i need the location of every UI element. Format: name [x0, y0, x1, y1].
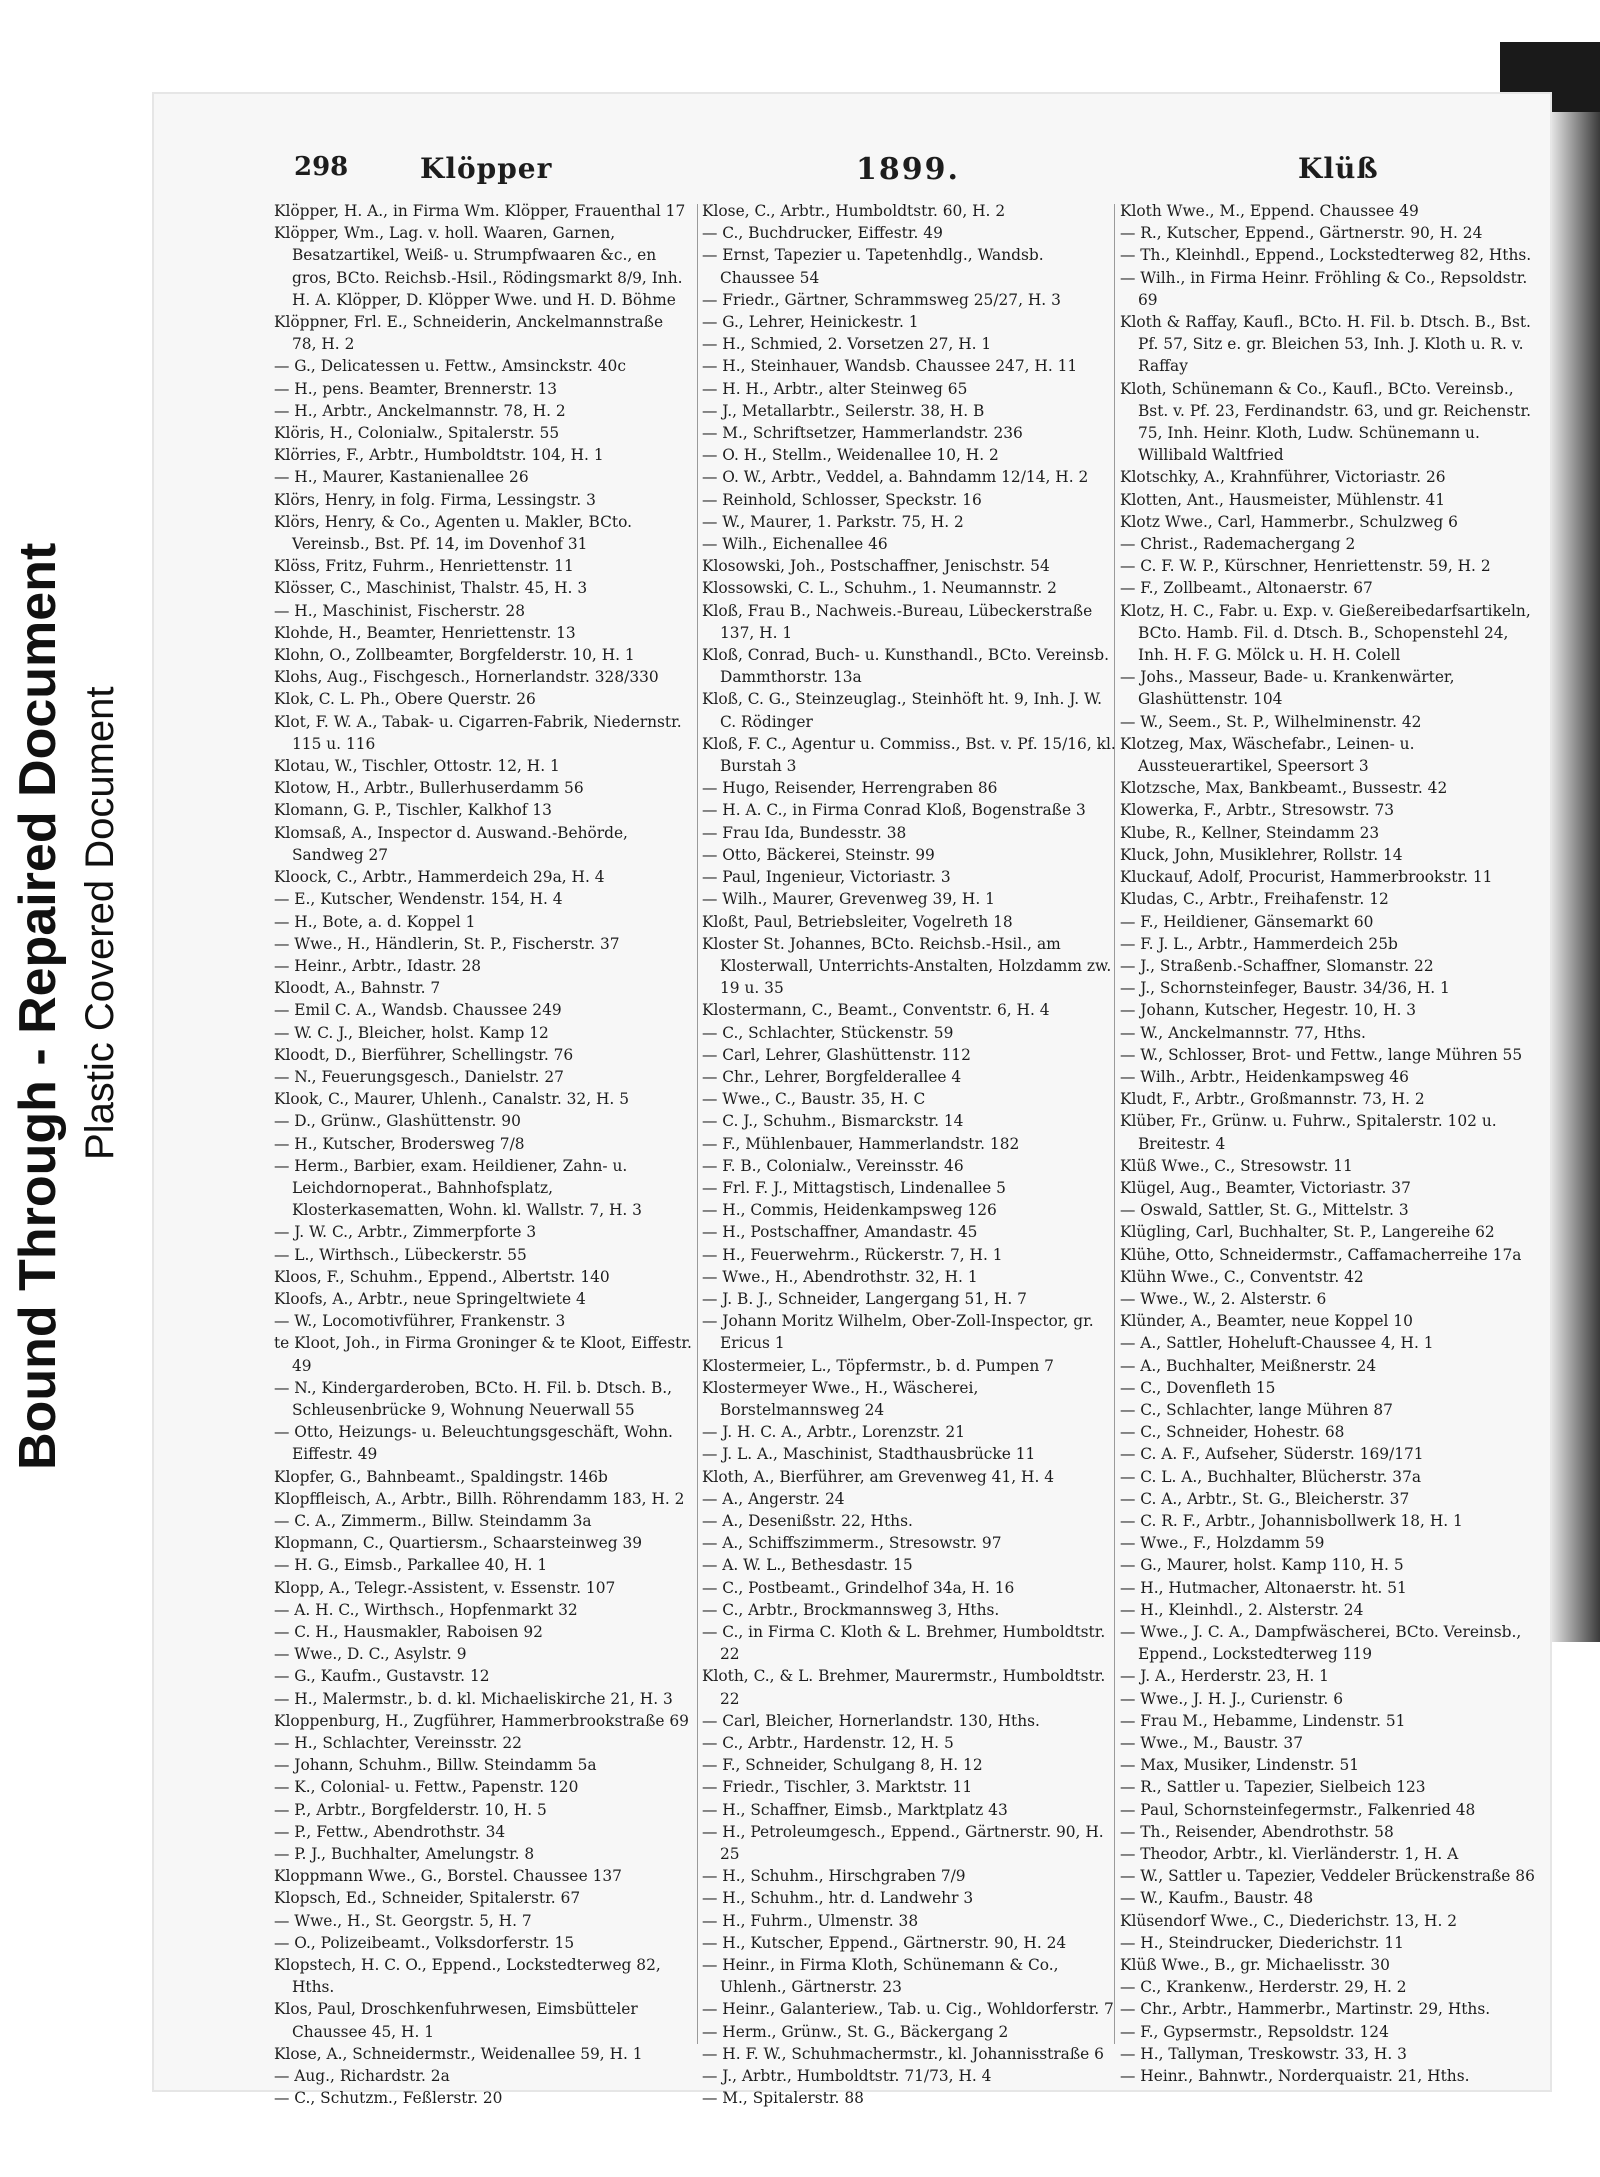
directory-entry: — Th., Reisender, Abendrothstr. 58 [1120, 1822, 1394, 1841]
directory-entry: — Theodor, Arbtr., kl. Vierländerstr. 1, H. A [1120, 1845, 1459, 1864]
directory-entry: — F., Mühlenbauer, Hammerlandstr. 182 [702, 1134, 1020, 1153]
directory-entry: — H., Postschaffner, Amandastr. 45 [702, 1223, 978, 1242]
directory-entry: — H., Feuerwehrm., Rückerstr. 7, H. 1 [702, 1245, 1003, 1264]
directory-entry: Klörries, F., Arbtr., Humboldtstr. 104, H. 1 [274, 446, 604, 465]
directory-entry: — E., Kutscher, Wendenstr. 154, H. 4 [274, 890, 563, 909]
directory-entry: — Wilh., Eichenallee 46 [702, 535, 888, 554]
directory-entry: Klösser, C., Maschinist, Thalstr. 45, H. 3 [274, 579, 588, 598]
directory-entry: — C., Krankenw., Herderstr. 29, H. 2 [1120, 1978, 1407, 1997]
directory-entry: Klöris, H., Colonialw., Spitalerstr. 55 [274, 424, 560, 443]
directory-entry: — C. R. F., Arbtr., Johannisbollwerk 18, H. 1 [1120, 1511, 1463, 1530]
directory-entry: Klopsch, Ed., Schneider, Spitalerstr. 67 [274, 1889, 581, 1908]
directory-entry: — Otto, Bäckerei, Steinstr. 99 [702, 845, 935, 864]
directory-entry: — Heinr., Bahnwtr., Norderquaistr. 21, Hths. [1120, 2067, 1470, 2086]
directory-entry: Klöppner, Frl. E., Schneiderin, Anckelmannstraße 78, H. 2 [274, 313, 664, 354]
directory-entry: — Carl, Bleicher, Hornerlandstr. 130, Hths. [702, 1711, 1040, 1730]
directory-entry: — C., Arbtr., Hardenstr. 12, H. 5 [702, 1734, 954, 1753]
directory-entry: — Paul, Ingenieur, Victoriastr. 3 [702, 868, 951, 887]
directory-entry: Klühe, Otto, Schneidermstr., Caffamacherreihe 17a [1120, 1245, 1522, 1264]
directory-entry: — H., Schmied, 2. Vorsetzen 27, H. 1 [702, 335, 992, 354]
directory-entry: — C. F. W. P., Kürschner, Henriettenstr. 59, H. 2 [1120, 557, 1491, 576]
directory-entry: — H., Maschinist, Fischerstr. 28 [274, 601, 525, 620]
directory-entry: Kloth & Raffay, Kaufl., BCto. H. Fil. b. Dtsch. B., Bst. Pf. 57, Sitz e. gr. Bleichen 53, Inh. J. Kloth u. R. v. Raffay [1120, 313, 1531, 376]
directory-entry: — Wwe., J. C. A., Dampfwäscherei, BCto. Vereinsb., Eppend., Lockstedterweg 119 [1120, 1623, 1522, 1664]
directory-entry: — A., Desenißstr. 22, Hths. [702, 1511, 913, 1530]
directory-entry: — H., Hutmacher, Altonaerstr. ht. 51 [1120, 1578, 1407, 1597]
directory-entry: Kloth, C., & L. Brehmer, Maurermstr., Humboldtstr. 22 [702, 1667, 1106, 1708]
directory-entry: — H., Kutscher, Brodersweg 7/8 [274, 1134, 525, 1153]
directory-entry: Klose, A., Schneidermstr., Weidenallee 59, H. 1 [274, 2044, 643, 2063]
directory-entry: Klotzeg, Max, Wäschefabr., Leinen- u. Aussteuerartikel, Speersort 3 [1120, 734, 1415, 776]
directory-entry: — J. L. A., Maschinist, Stadthausbrücke 11 [702, 1445, 1036, 1464]
directory-entry: — J., Schornsteinfeger, Baustr. 34/36, H. 1 [1120, 979, 1450, 998]
directory-entry: — W., Sattler u. Tapezier, Veddeler Brückenstraße 86 [1120, 1867, 1535, 1886]
directory-entry: — Heinr., Arbtr., Idastr. 28 [274, 956, 482, 975]
directory-entry: Klöss, Fritz, Fuhrm., Henriettenstr. 11 [274, 557, 574, 576]
directory-entry: — J., Straßenb.-Schaffner, Slomanstr. 22 [1120, 956, 1434, 975]
directory-entry: — Wwe., F., Holzdamm 59 [1120, 1534, 1325, 1553]
directory-entry: Kloos, F., Schuhm., Eppend., Albertstr. 140 [274, 1267, 610, 1286]
directory-entry: — K., Colonial- u. Fettw., Papenstr. 120 [274, 1778, 579, 1797]
directory-entry: — H., Schlachter, Vereinsstr. 22 [274, 1734, 522, 1753]
directory-entry: — Wilh., Arbtr., Heidenkampsweg 46 [1120, 1067, 1409, 1086]
directory-entry: — Carl, Lehrer, Glashüttenstr. 112 [702, 1045, 971, 1064]
directory-entry: — F., Zollbeamt., Altonaerstr. 67 [1120, 579, 1373, 598]
directory-entry: — H., Commis, Heidenkampsweg 126 [702, 1201, 997, 1220]
directory-entry: Kloppenburg, H., Zugführer, Hammerbrookstraße 69 [274, 1711, 689, 1730]
directory-entry: Klube, R., Kellner, Steindamm 23 [1120, 823, 1380, 842]
directory-entry: — J. W. C., Arbtr., Zimmerpforte 3 [274, 1223, 537, 1242]
directory-entry: — Johann, Schuhm., Billw. Steindamm 5a [274, 1756, 597, 1775]
directory-entry: Kludt, F., Arbtr., Großmannstr. 73, H. 2 [1120, 1090, 1425, 1109]
directory-entry: — Christ., Rademachergang 2 [1120, 535, 1356, 554]
directory-entry: — Ernst, Tapezier u. Tapetenhdlg., Wandsb. Chaussee 54 [702, 246, 1044, 287]
directory-entry: Klüß Wwe., C., Stresowstr. 11 [1120, 1156, 1353, 1175]
directory-entry: Klohn, O., Zollbeamter, Borgfelderstr. 10, H. 1 [274, 646, 635, 665]
directory-entry: — H., Bote, a. d. Koppel 1 [274, 912, 476, 931]
directory-entry: Klotzsche, Max, Bankbeamt., Bussestr. 42 [1120, 779, 1448, 798]
directory-entry: — H., Kutscher, Eppend., Gärtnerstr. 90, H. 24 [702, 1933, 1067, 1952]
directory-entry: — P., Fettw., Abendrothstr. 34 [274, 1822, 506, 1841]
directory-entry: — Frl. F. J., Mittagstisch, Lindenallee 5 [702, 1178, 1006, 1197]
directory-entry: Kloofs, A., Arbtr., neue Springeltwiete 4 [274, 1289, 586, 1308]
directory-entry: — D., Grünw., Glashüttenstr. 90 [274, 1112, 521, 1131]
directory-entry: — Reinhold, Schlosser, Speckstr. 16 [702, 490, 982, 509]
directory-entry: — Wwe., D. C., Asylstr. 9 [274, 1645, 467, 1664]
directory-entry: Klowerka, F., Arbtr., Stresowstr. 73 [1120, 801, 1395, 820]
directory-entry: Kloth, A., Bierführer, am Grevenweg 41, H. 4 [702, 1467, 1055, 1486]
directory-entry: — O., Polizeibeamt., Volksdorferstr. 15 [274, 1933, 575, 1952]
directory-entry: — H., Petroleumgesch., Eppend., Gärtnerstr. 90, H. 25 [702, 1822, 1104, 1864]
directory-entry: — L., Wirthsch., Lübeckerstr. 55 [274, 1245, 527, 1264]
directory-entry: Klos, Paul, Droschkenfuhrwesen, Eimsbütteler Chaussee 45, H. 1 [274, 2000, 638, 2041]
directory-entry: — C. A., Zimmerm., Billw. Steindamm 3a [274, 1511, 592, 1530]
directory-entry: — C., Postbeamt., Grindelhof 34a, H. 16 [702, 1578, 1015, 1597]
directory-entry: Klünder, A., Beamter, neue Koppel 10 [1120, 1312, 1413, 1331]
directory-entry: Klopffleisch, A., Arbtr., Billh. Röhrendamm 183, H. 2 [274, 1489, 685, 1508]
stamp-plastic-text: Plastic Covered Document [78, 686, 122, 1160]
directory-entry: — Heinr., Galanteriew., Tab. u. Cig., Wohldorferstr. 7 [702, 2000, 1114, 2019]
directory-entry: — Chr., Lehrer, Borgfelderallee 4 [702, 1067, 962, 1086]
directory-entry: Klohs, Aug., Fischgesch., Hornerlandstr. 328/330 [274, 668, 659, 687]
directory-entry: Klossowski, C. L., Schuhm., 1. Neumannstr. 2 [702, 579, 1057, 598]
directory-entry: Klüß Wwe., B., gr. Michaelisstr. 30 [1120, 1956, 1390, 1975]
directory-entry: — Oswald, Sattler, St. G., Mittelstr. 3 [1120, 1201, 1409, 1220]
directory-entry: — H., Schuhm., Hirschgraben 7/9 [702, 1867, 966, 1886]
directory-entry: Klüber, Fr., Grünw. u. Fuhrw., Spitalerstr. 102 u. Breitestr. 4 [1120, 1112, 1497, 1153]
directory-entry: Klopp, A., Telegr.-Assistent, v. Essenstr. 107 [274, 1578, 616, 1597]
directory-entry: Klopstech, H. C. O., Eppend., Lockstedterweg 82, Hths. [274, 1956, 661, 1997]
directory-column-2 [702, 200, 1120, 2109]
directory-entry: Kludas, C., Arbtr., Freihafenstr. 12 [1120, 890, 1389, 909]
directory-entry: — A., Schiffszimmerm., Stresowstr. 97 [702, 1534, 1002, 1553]
directory-entry: — Heinr., in Firma Kloth, Schünemann & Co., Uhlenh., Gärtnerstr. 23 [702, 1956, 1059, 1997]
directory-entry: Klügling, Carl, Buchhalter, St. P., Langereihe 62 [1120, 1223, 1495, 1242]
column-divider [697, 204, 698, 2044]
directory-entry: Klot, F. W. A., Tabak- u. Cigarren-Fabrik, Niedernstr. 115 u. 116 [274, 712, 682, 753]
directory-entry: — J. B. J., Schneider, Langergang 51, H. 7 [702, 1289, 1027, 1308]
directory-entry: — Paul, Schornsteinfegermstr., Falkenried 48 [1120, 1800, 1476, 1819]
directory-entry: — F., Heildiener, Gänsemarkt 60 [1120, 912, 1374, 931]
directory-entry: — W., Seem., St. P., Wilhelminenstr. 42 [1120, 712, 1422, 731]
directory-entry: Klotten, Ant., Hausmeister, Mühlenstr. 41 [1120, 490, 1446, 509]
directory-entry: Kloß, F. C., Agentur u. Commiss., Bst. v. Pf. 15/16, kl. Burstah 3 [702, 734, 1116, 776]
directory-entry: Kluck, John, Musiklehrer, Rollstr. 14 [1120, 845, 1403, 864]
directory-entry: — C. A. F., Aufseher, Süderstr. 169/171 [1120, 1445, 1424, 1464]
header-year: 1899. [856, 152, 960, 187]
directory-entry: Klostermeier, L., Töpfermstr., b. d. Pumpen 7 [702, 1356, 1054, 1375]
directory-entry: — Max, Musiker, Lindenstr. 51 [1120, 1756, 1360, 1775]
directory-entry: — A. H. C., Wirthsch., Hopfenmarkt 32 [274, 1600, 578, 1619]
directory-entry: — H., Arbtr., Anckelmannstr. 78, H. 2 [274, 401, 566, 420]
directory-entry: — F., Schneider, Schulgang 8, H. 12 [702, 1756, 983, 1775]
directory-entry: Klok, C. L. Ph., Obere Querstr. 26 [274, 690, 536, 709]
directory-entry: — P., Arbtr., Borgfelderstr. 10, H. 5 [274, 1800, 547, 1819]
directory-entry: — C., Schlachter, Stückenstr. 59 [702, 1023, 954, 1042]
directory-entry: — Wwe., W., 2. Alsterstr. 6 [1120, 1289, 1327, 1308]
directory-entry: — J., Metallarbtr., Seilerstr. 38, H. B [702, 401, 985, 420]
directory-entry: — M., Schriftsetzer, Hammerlandstr. 236 [702, 424, 1023, 443]
directory-entry: — N., Kindergarderoben, BCto. H. Fil. b. Dtsch. B., Schleusenbrücke 9, Wohnung Neuerwall 55 [274, 1378, 673, 1419]
directory-entry: — C., Schlachter, lange Mühren 87 [1120, 1400, 1393, 1419]
directory-entry: Kloster St. Johannes, BCto. Reichsb.-Hsil., am Klosterwall, Unterrichts-Anstalten, Holzdamm zw. 19 u. 35 [702, 934, 1112, 998]
directory-entry: — H. F. W., Schuhmachermstr., kl. Johannisstraße 6 [702, 2044, 1104, 2063]
page-header [152, 152, 1552, 192]
directory-entry: — H., Fuhrm., Ulmenstr. 38 [702, 1911, 919, 1930]
directory-entry: — H., Schaffner, Eimsb., Marktplatz 43 [702, 1800, 1008, 1819]
directory-entry: — Wilh., in Firma Heinr. Fröhling & Co., Repsoldstr. 69 [1120, 268, 1528, 309]
directory-entry: — G., Maurer, holst. Kamp 110, H. 5 [1120, 1556, 1404, 1575]
directory-entry: — Otto, Heizungs- u. Beleuchtungsgeschäft, Wohn. Eiffestr. 49 [274, 1423, 673, 1464]
stamp-repaired-text: Bound Through - Repaired Document [9, 542, 67, 1470]
directory-entry: Klook, C., Maurer, Uhlenh., Canalstr. 32, H. 5 [274, 1090, 630, 1109]
directory-entry: — P. J., Buchhalter, Amelungstr. 8 [274, 1845, 535, 1864]
directory-entry: — Chr., Arbtr., Hammerbr., Martinstr. 29, Hths. [1120, 2000, 1491, 2019]
directory-entry: Klosowski, Joh., Postschaffner, Jenischstr. 54 [702, 557, 1050, 576]
directory-entry: — C., Buchdrucker, Eiffestr. 49 [702, 224, 943, 243]
directory-entry: Klöpper, Wm., Lag. v. holl. Waaren, Garnen, Besatzartikel, Weiß- u. Strumpfwaaren &c., en gros, BCto. Reichsb.-Hsil., Rödingsmarkt 8/9, Inh. H. A. Klöpper, D. Klöpper Wwe. und H. D. Böhme [274, 224, 683, 309]
side-stamp [0, 0, 160, 2177]
directory-entry: — C., Arbtr., Brockmannsweg 3, Hths. [702, 1600, 1000, 1619]
directory-entry: — W., Anckelmannstr. 77, Hths. [1120, 1023, 1366, 1042]
directory-column-3 [1120, 200, 1538, 2087]
directory-entry: — F. J. L., Arbtr., Hammerdeich 25b [1120, 934, 1398, 953]
directory-entry: Klopmann, C., Quartiersm., Schaarsteinweg 39 [274, 1534, 643, 1553]
directory-entry: — Wwe., J. H. J., Curienstr. 6 [1120, 1689, 1343, 1708]
directory-entry: — Herm., Barbier, exam. Heildiener, Zahn- u. Leichdornoperat., Bahnhofsplatz, Klosterkasematten, Wohn. kl. Wallstr. 7, H. 3 [274, 1156, 642, 1220]
directory-entry: — H., Steindrucker, Diederichstr. 11 [1120, 1933, 1404, 1952]
directory-entry: — O. H., Stellm., Weidenallee 10, H. 2 [702, 446, 999, 465]
directory-entry: — W., Kaufm., Baustr. 48 [1120, 1889, 1314, 1908]
directory-entry: — G., Kaufm., Gustavstr. 12 [274, 1667, 490, 1686]
directory-entry: — C., Schutzm., Feßlerstr. 20 [274, 2089, 503, 2108]
directory-entry: — Aug., Richardstr. 2a [274, 2067, 450, 2086]
directory-entry: — C., in Firma C. Kloth & L. Brehmer, Humboldtstr. 22 [702, 1623, 1106, 1664]
directory-entry: Klüsendorf Wwe., C., Diederichstr. 13, H. 2 [1120, 1911, 1458, 1930]
directory-entry: — W. C. J., Bleicher, holst. Kamp 12 [274, 1023, 549, 1042]
directory-entry: — Wwe., C., Baustr. 35, H. C [702, 1090, 926, 1109]
directory-entry: — H., Malermstr., b. d. kl. Michaeliskirche 21, H. 3 [274, 1689, 673, 1708]
directory-entry: — C. J., Schuhm., Bismarckstr. 14 [702, 1112, 964, 1131]
directory-entry: — W., Locomotivführer, Frankenstr. 3 [274, 1312, 566, 1331]
directory-entry: Kloodt, D., Bierführer, Schellingstr. 76 [274, 1045, 574, 1064]
directory-entry: — A. W. L., Bethesdastr. 15 [702, 1556, 913, 1575]
directory-entry: — H. H., Arbtr., alter Steinweg 65 [702, 379, 968, 398]
directory-entry: — R., Kutscher, Eppend., Gärtnerstr. 90, H. 24 [1120, 224, 1483, 243]
directory-entry: — M., Spitalerstr. 88 [702, 2089, 864, 2108]
directory-entry: Kloß, Conrad, Buch- u. Kunsthandl., BCto. Vereinsb. Dammthorstr. 13a [702, 646, 1110, 687]
directory-entry: Klostermeyer Wwe., H., Wäscherei, Borstelmannsweg 24 [702, 1378, 979, 1419]
directory-entry: — Hugo, Reisender, Herrengraben 86 [702, 779, 998, 798]
directory-entry: — H., Steinhauer, Wandsb. Chaussee 247, H. 11 [702, 357, 1078, 376]
directory-entry: Klose, C., Arbtr., Humboldtstr. 60, H. 2 [702, 202, 1006, 220]
directory-entry: Klohde, H., Beamter, Henriettenstr. 13 [274, 623, 576, 642]
directory-entry: — A., Buchhalter, Meißnerstr. 24 [1120, 1356, 1377, 1375]
directory-entry: — Wwe., H., St. Georgstr. 5, H. 7 [274, 1911, 532, 1930]
directory-entry: Kloodt, A., Bahnstr. 7 [274, 979, 441, 998]
directory-entry: — W., Schlosser, Brot- und Fettw., lange Mühren 55 [1120, 1045, 1523, 1064]
directory-entry: Klomann, G. P., Tischler, Kalkhof 13 [274, 801, 552, 820]
scan-edge-shadow [1548, 42, 1600, 1642]
directory-entry: — Friedr., Tischler, 3. Marktstr. 11 [702, 1778, 973, 1797]
directory-entry: Kloßt, Paul, Betriebsleiter, Vogelreth 18 [702, 912, 1013, 931]
directory-entry: Klomsaß, A., Inspector d. Auswand.-Behörde, Sandweg 27 [274, 823, 628, 864]
directory-entry: — H., Tallyman, Treskowstr. 33, H. 3 [1120, 2044, 1407, 2063]
directory-entry: — H. G., Eimsb., Parkallee 40, H. 1 [274, 1556, 548, 1575]
directory-entry: — H., Schuhm., htr. d. Landwehr 3 [702, 1889, 974, 1908]
directory-entry: — Johann, Kutscher, Hegestr. 10, H. 3 [1120, 1001, 1417, 1020]
directory-entry: — H. A. C., in Firma Conrad Kloß, Bogenstraße 3 [702, 801, 1086, 820]
directory-entry: Klöpper, H. A., in Firma Wm. Klöpper, Frauenthal 17 [274, 202, 686, 220]
directory-entry: Kloth, Schünemann & Co., Kaufl., BCto. Vereinsb., Bst. v. Pf. 23, Ferdinandstr. 63, und gr. Reichenstr. 75, Inh. Heinr. Kloth, Ludw. Schünemann u. Willibald Waltfried [1120, 379, 1531, 465]
directory-entry: Kloock, C., Arbtr., Hammerdeich 29a, H. 4 [274, 868, 605, 887]
directory-entry: — O. W., Arbtr., Veddel, a. Bahndamm 12/14, H. 2 [702, 468, 1089, 487]
directory-entry: — C. A., Arbtr., St. G., Bleicherstr. 37 [1120, 1489, 1410, 1508]
directory-entry: Klörs, Henry, & Co., Agenten u. Makler, BCto. Vereinsb., Bst. Pf. 14, im Dovenhof 31 [274, 512, 632, 554]
directory-entry: — Wwe., M., Baustr. 37 [1120, 1734, 1304, 1753]
directory-entry: — Emil C. A., Wandsb. Chaussee 249 [274, 1001, 562, 1020]
directory-entry: — Frau Ida, Bundesstr. 38 [702, 823, 907, 842]
directory-entry: Kloppmann Wwe., G., Borstel. Chaussee 137 [274, 1867, 622, 1886]
directory-entry: — C. H., Hausmakler, Raboisen 92 [274, 1623, 543, 1641]
directory-entry: Kloß, Frau B., Nachweis.-Bureau, Lübeckerstraße 137, H. 1 [702, 601, 1093, 642]
directory-entry: Klügel, Aug., Beamter, Victoriastr. 37 [1120, 1178, 1411, 1197]
directory-entry: — Frau M., Hebamme, Lindenstr. 51 [1120, 1711, 1406, 1730]
directory-entry: — R., Sattler u. Tapezier, Sielbeich 123 [1120, 1778, 1426, 1797]
directory-entry: — N., Feuerungsgesch., Danielstr. 27 [274, 1067, 564, 1086]
directory-entry: Kloth Wwe., M., Eppend. Chaussee 49 [1120, 202, 1419, 220]
directory-entry: — J. A., Herderstr. 23, H. 1 [1120, 1667, 1329, 1686]
directory-entry: — A., Angerstr. 24 [702, 1489, 845, 1508]
directory-entry: te Kloot, Joh., in Firma Groninger & te Kloot, Eiffestr. 49 [274, 1334, 692, 1375]
directory-entry: — C. L. A., Buchhalter, Blücherstr. 37a [1120, 1467, 1422, 1486]
directory-entry: — G., Lehrer, Heinickestr. 1 [702, 313, 919, 332]
directory-entry: — Friedr., Gärtner, Schrammsweg 25/27, H. 3 [702, 290, 1061, 309]
directory-column-1 [274, 200, 692, 2109]
directory-entry: — F., Gypsermstr., Repsoldstr. 124 [1120, 2022, 1389, 2041]
directory-entry: Klotschky, A., Krahnführer, Victoriastr. 26 [1120, 468, 1446, 487]
directory-entry: — H., pens. Beamter, Brennerstr. 13 [274, 379, 558, 398]
directory-entry: Klotau, W., Tischler, Ottostr. 12, H. 1 [274, 757, 560, 776]
directory-entry: Klostermann, C., Beamt., Conventstr. 6, H. 4 [702, 1001, 1050, 1020]
directory-entry: — Wilh., Maurer, Grevenweg 39, H. 1 [702, 890, 995, 909]
header-left-keyword: Klöpper [420, 152, 553, 185]
directory-entry: Klopfer, G., Bahnbeamt., Spaldingstr. 146b [274, 1467, 608, 1486]
directory-entry: Klotow, H., Arbtr., Bullerhuserdamm 56 [274, 779, 584, 798]
directory-entry: Klörs, Henry, in folg. Firma, Lessingstr. 3 [274, 490, 596, 509]
directory-entry: Klotz, H. C., Fabr. u. Exp. v. Gießereibedarfsartikeln, BCto. Hamb. Fil. d. Dtsch. B., Schopenstehl 24, Inh. H. F. G. Mölck u. H. H. Colell [1120, 601, 1531, 665]
directory-entry: — Johann Moritz Wilhelm, Ober-Zoll-Inspector, gr. Ericus 1 [702, 1312, 1094, 1353]
directory-page [152, 92, 1552, 2108]
directory-entry: — Herm., Grünw., St. G., Bäckergang 2 [702, 2022, 1009, 2041]
directory-entry: — F. B., Colonialw., Vereinsstr. 46 [702, 1156, 964, 1175]
directory-entry: Klotz Wwe., Carl, Hammerbr., Schulzweg 6 [1120, 512, 1458, 531]
directory-entry: — J. H. C. A., Arbtr., Lorenzstr. 21 [702, 1423, 965, 1442]
directory-entry: — Johs., Masseur, Bade- u. Krankenwärter, Glashüttenstr. 104 [1120, 668, 1455, 709]
directory-entry: — J., Arbtr., Humboldtstr. 71/73, H. 4 [702, 2067, 992, 2086]
page-number: 298 [294, 152, 349, 182]
header-right-keyword: Klüß [1298, 152, 1379, 185]
directory-entry: — A., Sattler, Hoheluft-Chaussee 4, H. 1 [1120, 1334, 1434, 1353]
directory-entry: — H., Kleinhdl., 2. Alsterstr. 24 [1120, 1600, 1364, 1619]
directory-entry: — Wwe., H., Händlerin, St. P., Fischerstr. 37 [274, 934, 620, 953]
directory-entry: Klühn Wwe., C., Conventstr. 42 [1120, 1267, 1364, 1286]
directory-entry: — C., Schneider, Hohestr. 68 [1120, 1423, 1345, 1442]
directory-entry: — C., Dovenfleth 15 [1120, 1378, 1276, 1397]
directory-entry: — Th., Kleinhdl., Eppend., Lockstedterweg 82, Hths. [1120, 246, 1532, 265]
directory-entry: — H., Maurer, Kastanienallee 26 [274, 468, 529, 487]
directory-entry: — G., Delicatessen u. Fettw., Amsinckstr. 40c [274, 357, 626, 376]
directory-entry: Kluckauf, Adolf, Procurist, Hammerbrookstr. 11 [1120, 868, 1493, 887]
directory-entry: Kloß, C. G., Steinzeuglag., Steinhöft ht. 9, Inh. J. W. C. Rödinger [702, 690, 1103, 731]
directory-entry: — Wwe., H., Abendrothstr. 32, H. 1 [702, 1267, 978, 1286]
directory-entry: — W., Maurer, 1. Parkstr. 75, H. 2 [702, 512, 964, 531]
